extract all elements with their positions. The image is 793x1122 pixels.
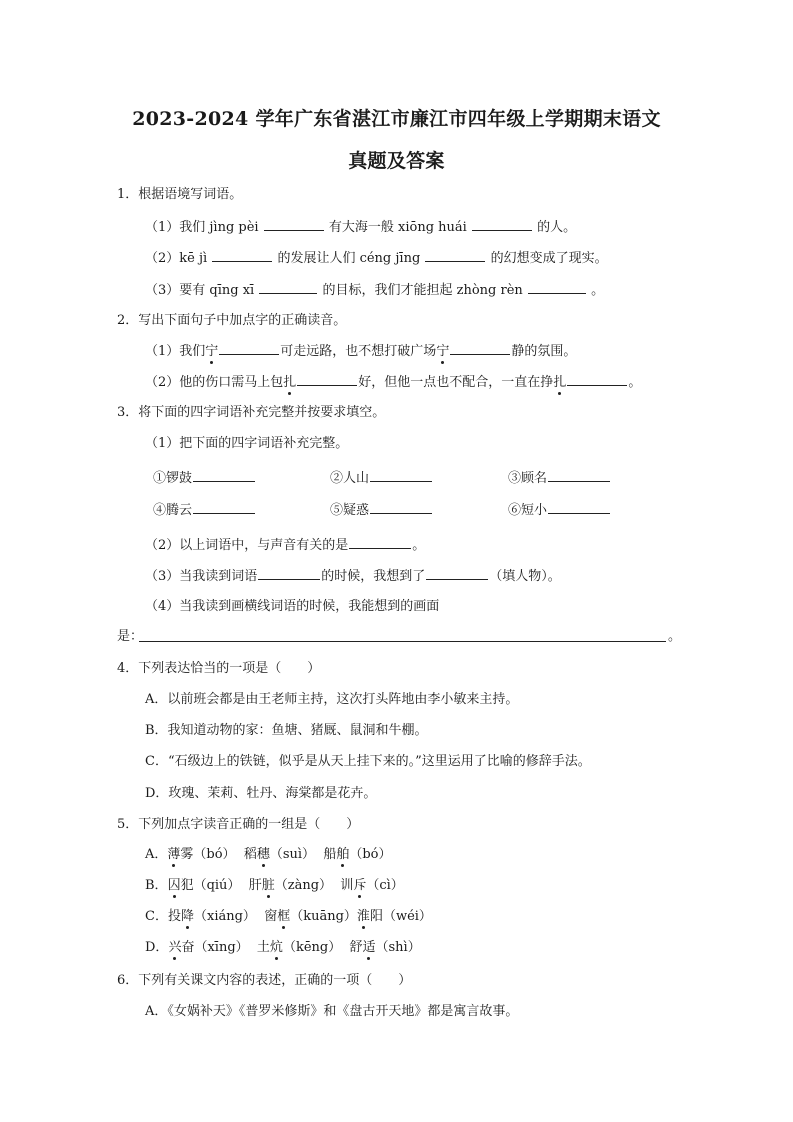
q3-item-1 bbox=[153, 468, 256, 488]
q5-c-w2-dot: 框 bbox=[277, 909, 291, 924]
q5-a-w1-dot: 薄 bbox=[167, 847, 181, 862]
q3-s3-blank-1[interactable] bbox=[258, 566, 320, 580]
q3-item-5-blank[interactable] bbox=[370, 500, 432, 514]
q1-s3-blank-2[interactable] bbox=[528, 280, 586, 294]
q5-a-label: A． bbox=[145, 847, 168, 862]
q2-s2-blank-2[interactable] bbox=[567, 372, 627, 386]
q5-d-w2-pre: 土 bbox=[256, 940, 270, 955]
q5-b-w2-dot: 脏 bbox=[261, 878, 275, 893]
q1-s1-text-c: 的人。 bbox=[537, 220, 577, 235]
q3-item-6 bbox=[508, 500, 611, 520]
q5-a-w3-post: （bó） bbox=[349, 847, 392, 862]
q3-s2-text-a: （2）以上词语中，与声音有关的是 bbox=[145, 538, 349, 553]
q5-option-c bbox=[145, 908, 432, 926]
q5-d-w1-dot: 兴 bbox=[168, 940, 182, 955]
q5-a-w1-post: 雾（bó） bbox=[180, 847, 236, 862]
q3-sub1: （1）把下面的四字词语补充完整。 bbox=[145, 436, 349, 451]
q3-item-2-blank[interactable] bbox=[370, 468, 432, 482]
q2-stem: 2．写出下面句子中加点字的正确读音。 bbox=[117, 313, 347, 328]
q5-b-label: B． bbox=[145, 878, 168, 893]
q5-c-w1-pre: 投 bbox=[167, 909, 181, 924]
q2-s2-text-c: 。 bbox=[628, 375, 642, 390]
q5-c-w1-dot: 降 bbox=[180, 909, 194, 924]
q4-option-b: B．我知道动物的家：鱼塘、猪厩、鼠洞和牛棚。 bbox=[145, 723, 428, 738]
page-subtitle: 真题及答案 bbox=[348, 150, 445, 172]
q1-s2-blank-1[interactable] bbox=[212, 248, 272, 262]
q3-item-3-text: ③顾名 bbox=[508, 471, 548, 486]
q1-sub2 bbox=[145, 248, 608, 268]
q5-b-w3-post: （cì） bbox=[366, 878, 404, 893]
q5-a-w3-dot: 舶 bbox=[336, 847, 350, 862]
q5-d-w2-dot: 炕 bbox=[269, 940, 283, 955]
q4-stem: 4．下列表达恰当的一项是（ ） bbox=[117, 661, 321, 676]
q5-a-w2-post: （suì） bbox=[269, 847, 316, 862]
q3-s3-text-b: 的时候，我想到了 bbox=[321, 569, 426, 584]
q5-d-w1-post: 奋（xīng） bbox=[181, 940, 249, 955]
q2-sub1 bbox=[145, 341, 576, 361]
q3-s2-blank[interactable] bbox=[349, 535, 411, 549]
q5-b-w2-post: （zàng） bbox=[274, 878, 333, 893]
q3-item-4-blank[interactable] bbox=[193, 500, 255, 514]
q3-item-5 bbox=[330, 500, 433, 520]
q2-s1-text-c: 静的氛围。 bbox=[511, 344, 577, 359]
q6-option-a: A．《女娲补天》《普罗米修斯》和《盘古开天地》都是寓言故事。 bbox=[145, 1004, 519, 1019]
q3-item-1-text: ①锣鼓 bbox=[153, 471, 193, 486]
q1-s2-blank-2[interactable] bbox=[425, 248, 485, 262]
q1-s2-text-b: 的发展让人们 céng jīng bbox=[277, 251, 421, 266]
q3-item-4-text: ④腾云 bbox=[153, 503, 193, 518]
q5-option-b bbox=[145, 877, 404, 895]
q5-a-w3-pre: 船 bbox=[323, 847, 337, 862]
q1-s1-text-a: （1）我们 jìng pèi bbox=[145, 220, 259, 235]
q5-a-w2-dot: 穗 bbox=[256, 847, 270, 862]
q1-s1-blank-2[interactable] bbox=[472, 217, 532, 231]
q6-stem: 6．下列有关课文内容的表述，正确的一项（ ） bbox=[117, 973, 412, 988]
q2-s2-text-b: 好，但他一点也不配合，一直在挣 bbox=[358, 375, 554, 390]
q3-s3-blank-2[interactable] bbox=[426, 566, 488, 580]
q3-item-2-text: ②人山 bbox=[330, 471, 370, 486]
q2-s2-dotted-char-1: 扎 bbox=[283, 375, 297, 390]
q5-d-w3-pre: 舒 bbox=[349, 940, 363, 955]
q5-b-w2-pre: 肝 bbox=[248, 878, 262, 893]
q4-option-d: D．玫瑰、茉莉、牡丹、海棠都是花卉。 bbox=[145, 786, 377, 801]
q5-d-w3-dot: 适 bbox=[362, 940, 376, 955]
q2-s1-dotted-char-2: 宁 bbox=[436, 344, 450, 359]
q4-option-c: C．“石级边上的铁链，似乎是从天上挂下来的。”这里运用了比喻的修辞手法。 bbox=[145, 754, 591, 769]
q2-s1-text-b: 可走远路，也不想打破广场 bbox=[280, 344, 437, 359]
q1-s1-text-b: 有大海一般 xiōng huái bbox=[328, 220, 467, 235]
q2-s2-blank-1[interactable] bbox=[297, 372, 357, 386]
q1-sub1 bbox=[145, 217, 576, 237]
q5-d-w3-post: （shì） bbox=[375, 940, 421, 955]
q1-stem: 1．根据语境写词语。 bbox=[117, 187, 243, 202]
q5-a-w2-pre: 稻 bbox=[243, 847, 257, 862]
q2-s2-dotted-char-2: 扎 bbox=[553, 375, 567, 390]
q3-s3-text-a: （3）当我读到词语 bbox=[145, 569, 258, 584]
q3-stem: 3．将下面的四字词语补充完整并按要求填空。 bbox=[117, 405, 386, 420]
q5-c-w3-post: 阳（wéi） bbox=[369, 909, 432, 924]
q3-sub4: （4）当我读到画横线词语的时候，我能想到的画面 bbox=[145, 599, 440, 614]
q1-s2-text-c: 的幻想变成了现实。 bbox=[490, 251, 608, 266]
q3-item-6-blank[interactable] bbox=[548, 500, 610, 514]
q5-c-w2-post: （kuāng） bbox=[290, 909, 357, 924]
q3-item-3 bbox=[508, 468, 611, 488]
q2-s1-blank-1[interactable] bbox=[219, 341, 279, 355]
q3-item-6-text: ⑥短小 bbox=[508, 503, 548, 518]
q3-sub3 bbox=[145, 566, 561, 586]
q3-item-1-blank[interactable] bbox=[193, 468, 255, 482]
q3-item-2 bbox=[330, 468, 433, 488]
q5-option-d bbox=[145, 939, 421, 957]
q5-b-w1-post: 犯（qiú） bbox=[180, 878, 241, 893]
q1-s1-blank-1[interactable] bbox=[264, 217, 324, 231]
q3-sub4-end: 。 bbox=[668, 629, 682, 644]
q3-sub4-long-blank[interactable] bbox=[139, 641, 666, 642]
q3-sub2 bbox=[145, 535, 425, 555]
q3-item-5-text: ⑤疑惑 bbox=[330, 503, 370, 518]
q2-s1-blank-2[interactable] bbox=[450, 341, 510, 355]
q1-s3-blank-1[interactable] bbox=[259, 280, 317, 294]
q2-s1-text-a: （1）我们 bbox=[145, 344, 206, 359]
q5-d-label: D． bbox=[145, 940, 169, 955]
q5-c-w1-post: （xiáng） bbox=[193, 909, 256, 924]
q1-s2-text-a: （2）kē jì bbox=[145, 251, 208, 266]
page-title: 2023-2024 学年广东省湛江市廉江市四年级上学期期末语文 bbox=[132, 108, 661, 130]
q4-option-a: A．以前班会都是由王老师主持，这次打头阵地由李小敏来主持。 bbox=[145, 692, 519, 707]
q3-s3-text-c: （填人物）。 bbox=[489, 569, 561, 584]
q5-c-w2-pre: 窗 bbox=[264, 909, 278, 924]
q2-sub2 bbox=[145, 372, 641, 392]
q1-s3-text-c: 。 bbox=[591, 283, 605, 298]
q1-s3-text-a: （3）要有 qīng xī bbox=[145, 283, 255, 298]
q3-s2-text-b: 。 bbox=[412, 538, 426, 553]
q1-sub3 bbox=[145, 280, 604, 300]
q3-item-4 bbox=[153, 500, 256, 520]
q1-s3-text-b: 的目标，我们才能担起 zhòng rèn bbox=[322, 283, 523, 298]
q3-sub4-prefix: 是： bbox=[117, 629, 144, 644]
q5-c-label: C． bbox=[145, 909, 168, 924]
q5-option-a bbox=[145, 846, 392, 864]
q5-b-w1-dot: 囚 bbox=[167, 878, 181, 893]
q5-d-w2-post: （kēng） bbox=[282, 940, 342, 955]
q2-s1-dotted-char-1: 宁 bbox=[205, 344, 219, 359]
q5-b-w3-pre: 训 bbox=[340, 878, 354, 893]
q5-stem: 5．下列加点字读音正确的一组是（ ） bbox=[117, 817, 360, 832]
q5-b-w3-dot: 斥 bbox=[353, 878, 367, 893]
q3-item-3-blank[interactable] bbox=[548, 468, 610, 482]
q5-c-w3-dot: 淮 bbox=[356, 909, 370, 924]
q2-s2-text-a: （2）他的伤口需马上包 bbox=[145, 375, 284, 390]
